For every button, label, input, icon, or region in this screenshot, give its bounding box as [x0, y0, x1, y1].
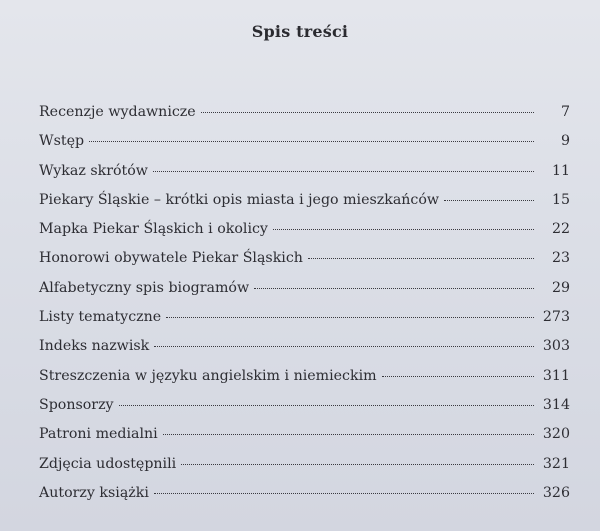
toc-entry-page: 29: [551, 279, 570, 296]
toc-entry-label: Wstęp: [39, 133, 85, 150]
toc-entry: [39, 280, 570, 309]
dot-leader: [444, 200, 534, 201]
dot-leader: [273, 229, 534, 230]
toc-entry-page: 7: [560, 104, 570, 120]
toc-entry: [39, 309, 570, 338]
toc-entry-page: 320: [542, 426, 570, 443]
toc-entry-label: Honorowi obywatele Piekar Śląskich: [39, 250, 303, 267]
dot-leader: [119, 405, 534, 406]
toc-entry: [39, 133, 570, 162]
toc-entry: [39, 192, 570, 221]
toc-entry-label: Streszczenia w języku angielskim i niemieckim: [39, 367, 377, 384]
dot-leader: [154, 493, 534, 494]
page-title: Spis treści: [251, 22, 349, 41]
toc-entry: [39, 397, 570, 426]
toc-entry: [39, 368, 570, 397]
dot-leader: [154, 346, 534, 347]
toc-entry: [39, 163, 570, 192]
toc-entry: [39, 250, 570, 279]
toc-entry-label: Autorzy książki: [39, 484, 149, 501]
toc-entry-page: 11: [551, 162, 570, 179]
toc-entry-page: 321: [542, 455, 570, 472]
toc-entry-label: Mapka Piekar Śląskich i okolicy: [39, 221, 268, 238]
toc-entry-page: 326: [542, 484, 570, 501]
toc-entry-page: 15: [551, 191, 570, 208]
dot-leader: [308, 258, 534, 259]
toc-entry: [39, 426, 570, 455]
dot-leader: [382, 376, 534, 377]
toc-entry: [39, 104, 570, 133]
dot-leader: [166, 317, 534, 318]
toc-entry-label: Sponsorzy: [39, 396, 114, 413]
toc-entry: [39, 338, 570, 367]
toc-entry-page: 303: [542, 338, 570, 355]
toc-entry: [39, 485, 570, 514]
dot-leader: [254, 288, 534, 289]
toc-entry-label: Indeks nazwisk: [39, 338, 150, 355]
toc-entry: [39, 221, 570, 250]
dot-leader: [181, 464, 534, 465]
toc-entry-page: 273: [542, 309, 570, 326]
toc-entry: [39, 456, 570, 485]
toc-entry-page: 22: [551, 221, 570, 238]
dot-leader: [163, 434, 534, 435]
toc-entry-label: Patroni medialni: [39, 426, 158, 443]
toc-entry-page: 23: [551, 250, 570, 267]
toc-entry-label: Wykaz skrótów: [39, 162, 148, 179]
dot-leader: [201, 112, 534, 113]
dot-leader: [89, 141, 534, 142]
toc-entry-page: 311: [542, 367, 570, 384]
toc-entry-label: Listy tematyczne: [39, 309, 162, 326]
toc-entry-label: Recenzje wydawnicze: [39, 104, 196, 120]
toc-entry-label: Zdjęcia udostępnili: [39, 455, 177, 472]
table-of-contents: [39, 104, 570, 514]
toc-entry-page: 9: [560, 133, 570, 150]
dot-leader: [153, 171, 534, 172]
toc-entry-label: Alfabetyczny spis biogramów: [39, 279, 250, 296]
toc-entry-page: 314: [542, 396, 570, 413]
toc-entry-label: Piekary Śląskie – krótki opis miasta i jego mieszkańców: [39, 191, 440, 208]
